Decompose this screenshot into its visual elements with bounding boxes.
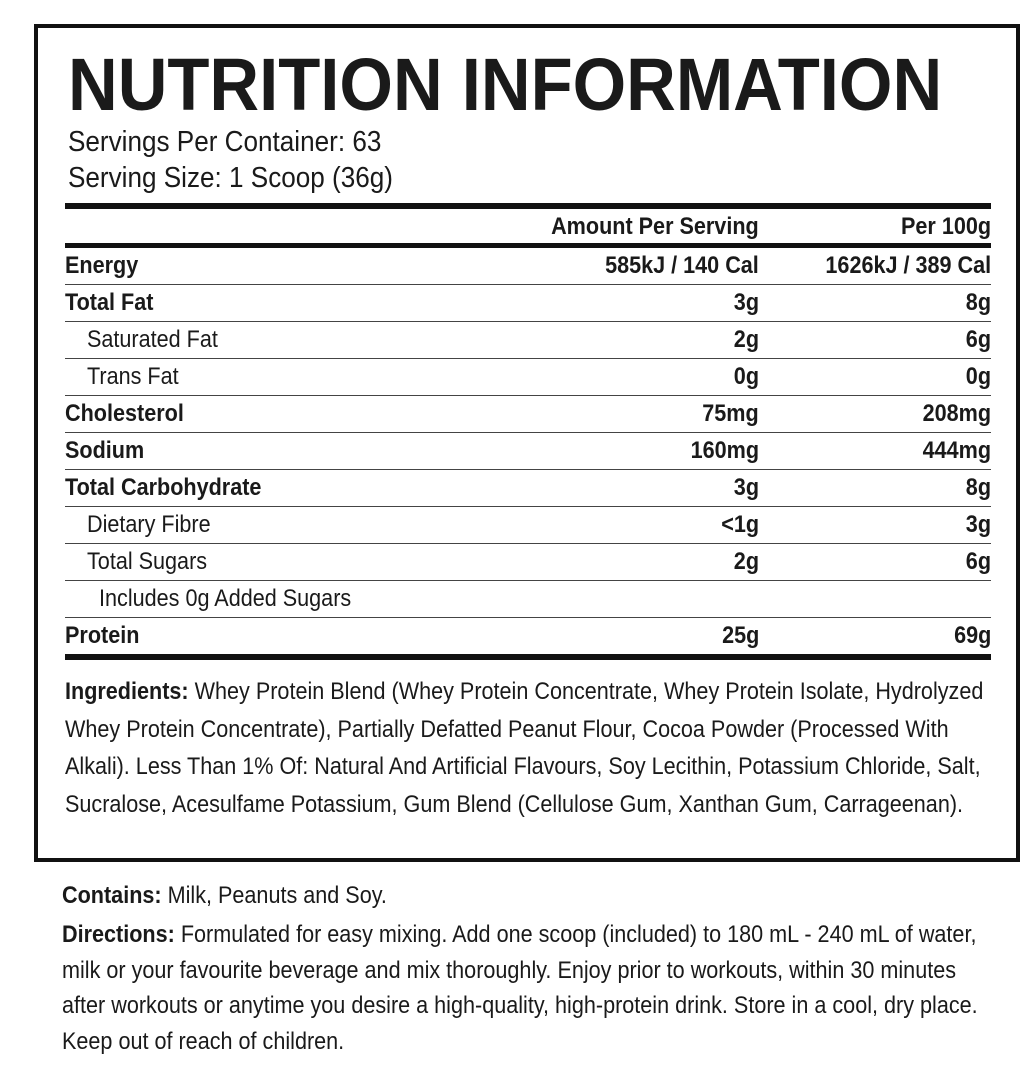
header-per-100g: Per 100g [900, 213, 991, 240]
nutrient-per-100g: 8g [965, 474, 991, 501]
ingredients-text: Whey Protein Blend (Whey Protein Concentrate, Whey Protein Isolate, Hydrolyzed Whey Protein Concentrate), Partially Defatted Peanut Flour, Cocoa Powder (Processed With Alkali). Less Than 1% Of: Natural And Artificial Flavours, Soy Lecithin, Potassium Chloride, Salt, Sucralose, Acesulfame Potassium, Gum Blend (Cellulose Gum, Xanthan Gum, Carrageenan). [65, 678, 984, 818]
table-row [65, 433, 991, 469]
nutrient-per-100g: 6g [965, 548, 991, 575]
table-row [65, 285, 991, 321]
nutrient-name: Trans Fat [87, 363, 179, 390]
nutrient-amount: <1g [721, 511, 759, 538]
table-row [65, 359, 991, 395]
nutrient-per-100g: 1626kJ / 389 Cal [825, 252, 991, 279]
nutrient-amount: 0g [733, 363, 759, 390]
table-row [65, 507, 991, 543]
nutrient-amount: 25g [721, 622, 759, 649]
nutrient-amount: 160mg [690, 437, 759, 464]
servings-per-container: Servings Per Container: 63 [68, 126, 382, 158]
nutrient-per-100g: 8g [965, 289, 991, 316]
nutrient-name: Total Fat [65, 289, 154, 316]
contains-label: Contains: [62, 882, 162, 909]
serving-size: Serving Size: 1 Scoop (36g) [68, 162, 393, 194]
nutrient-per-100g: 444mg [922, 437, 991, 464]
nutrient-per-100g: 69g [953, 622, 991, 649]
nutrient-name: Saturated Fat [87, 326, 218, 353]
nutrient-per-100g: 208mg [922, 400, 991, 427]
ingredients-block [65, 673, 1005, 823]
nutrient-name: Total Carbohydrate [65, 474, 262, 501]
nutrient-name: Total Sugars [87, 548, 208, 575]
table-row [65, 396, 991, 432]
table-row [65, 581, 991, 617]
table-header-row [65, 209, 991, 243]
header-amount-per-serving: Amount Per Serving [551, 213, 759, 240]
nutrient-per-100g: 0g [965, 363, 991, 390]
nutrient-amount: 585kJ / 140 Cal [605, 252, 759, 279]
table-row [65, 248, 991, 284]
nutrient-amount: 3g [733, 289, 759, 316]
directions-text: Formulated for easy mixing. Add one scoop (included) to 180 mL - 240 mL of water, milk or your favourite beverage and mix thoroughly. Enjoy prior to workouts, within 30 minutes after workouts or anytime you desire a high-quality, high-protein drink. Store in a cool, dry place. Keep out of reach of children. [62, 921, 978, 1055]
contains-text: Milk, Peanuts and Soy. [167, 882, 387, 909]
nutrient-name: Includes 0g Added Sugars [99, 585, 352, 612]
nutrient-amount: 2g [733, 548, 759, 575]
nutrient-name: Dietary Fibre [87, 511, 211, 538]
table-row [65, 544, 991, 580]
nutrient-per-100g: 3g [965, 511, 991, 538]
table-row [65, 618, 991, 654]
nutrient-name: Protein [65, 622, 140, 649]
ingredients-label: Ingredients: [65, 678, 189, 705]
label-title: NUTRITION INFORMATION [68, 43, 943, 126]
nutrient-amount: 75mg [702, 400, 759, 427]
nutrition-label-box [34, 24, 1020, 862]
contains-block [62, 878, 1036, 914]
nutrient-amount: 3g [733, 474, 759, 501]
table-row [65, 322, 991, 358]
bottom-rule [65, 654, 991, 660]
nutrient-name: Sodium [65, 437, 145, 464]
nutrient-name: Cholesterol [65, 400, 184, 427]
nutrient-amount: 2g [733, 326, 759, 353]
nutrient-per-100g: 6g [965, 326, 991, 353]
nutrition-table [65, 203, 991, 660]
directions-block [62, 917, 1036, 1059]
table-row [65, 470, 991, 506]
directions-label: Directions: [62, 921, 175, 948]
nutrient-name: Energy [65, 252, 139, 279]
